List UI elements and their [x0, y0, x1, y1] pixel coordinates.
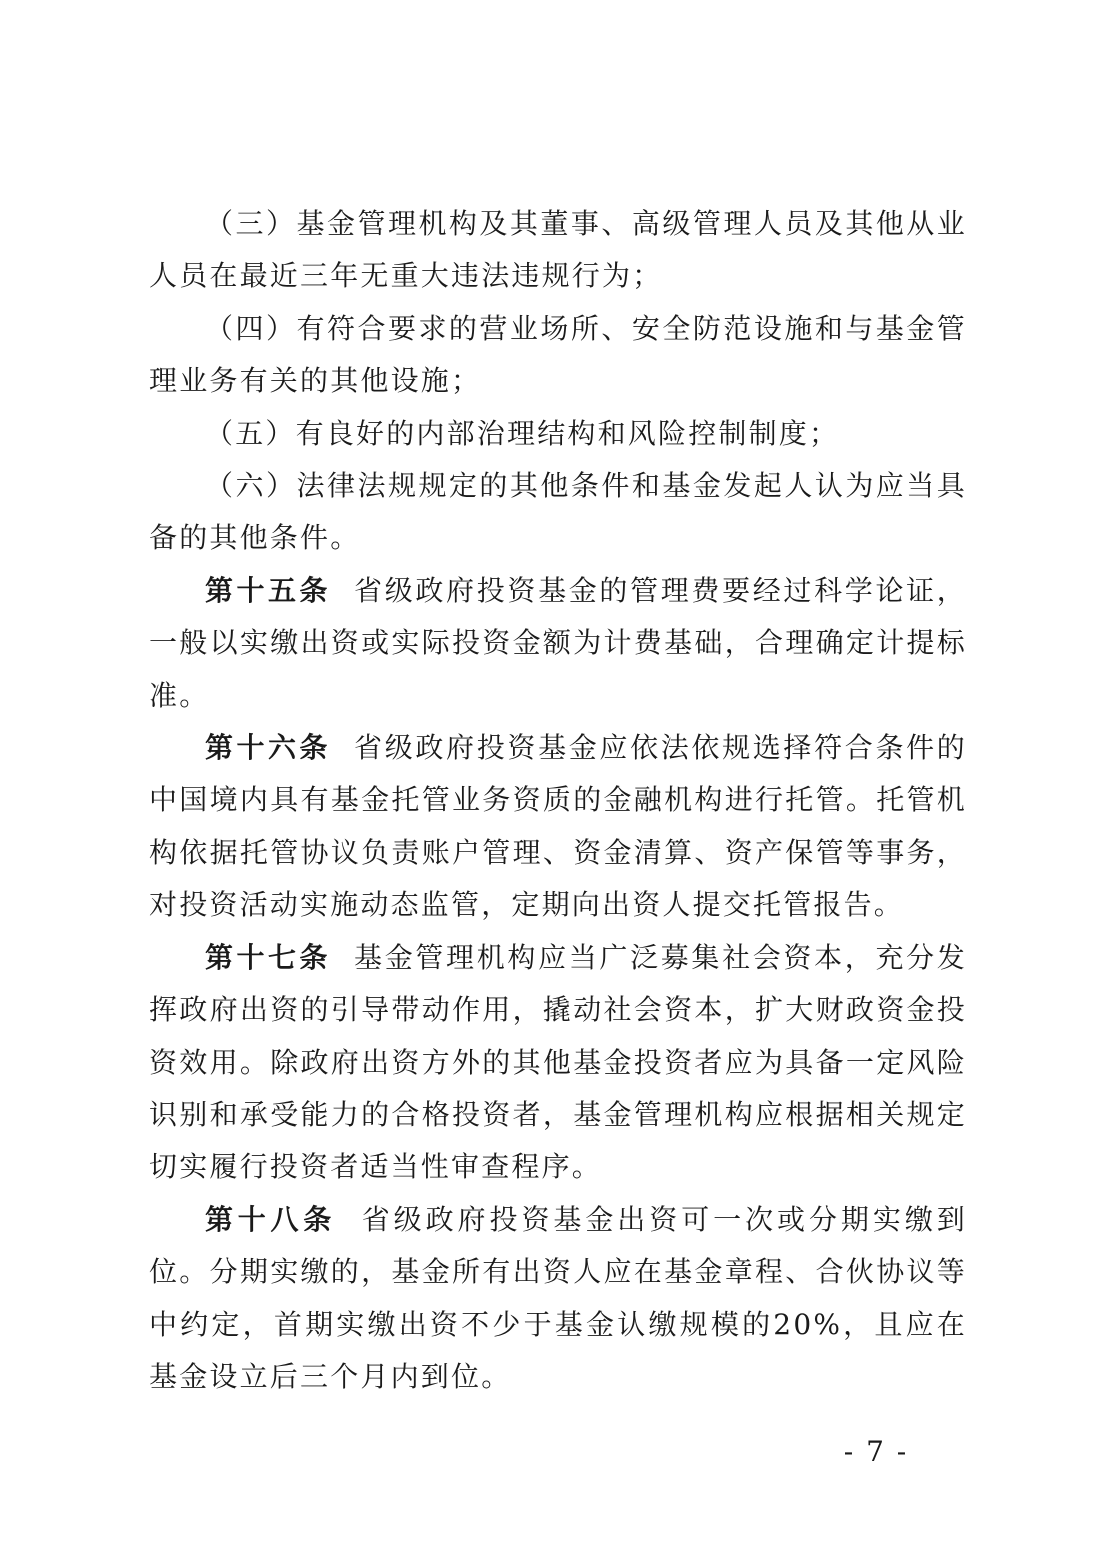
paragraph-item-6 — [149, 460, 967, 565]
paragraph-text: （六）法律法规规定的其他条件和基金发起人认为应当具备的其他条件。 — [149, 469, 967, 555]
article-label: 第十八条 — [205, 1202, 336, 1236]
article-text: 基金管理机构应当广泛募集社会资本，充分发挥政府出资的引导带动作用，撬动社会资本，扩大财政资金投资效用。除政府出资方外的其他基金投资者应为具备一定风险识别和承受能力的合格投资者，基金管理机构应根据相关规定切实履行投资者适当性审查程序。 — [149, 940, 967, 1184]
article-text: 省级政府投资基金的管理费要经过科学论证，一般以实缴出资或实际投资金额为计费基础，合理确定计提标准。 — [149, 573, 967, 712]
paragraph-item-4 — [149, 303, 967, 408]
page-number: - 7 - — [843, 1435, 909, 1468]
article-15 — [149, 565, 967, 722]
paragraph-text: （三）基金管理机构及其董事、高级管理人员及其他从业人员在最近三年无重大违法违规行为； — [149, 207, 967, 293]
paragraph-item-5 — [149, 408, 967, 460]
paragraph-item-3 — [149, 198, 967, 303]
article-label: 第十五条 — [205, 573, 331, 607]
paragraph-text: （五）有良好的内部治理结构和风险控制制度； — [205, 416, 840, 450]
article-17 — [149, 932, 967, 1194]
document-body — [149, 198, 967, 1403]
article-text: 省级政府投资基金应依法依规选择符合条件的中国境内具有基金托管业务资质的金融机构进行托管。托管机构依据托管协议负责账户管理、资金清算、资产保管等事务，对投资活动实施动态监管，定期向出资人提交托管报告。 — [149, 731, 967, 922]
article-label: 第十七条 — [205, 940, 331, 974]
paragraph-text: （四）有符合要求的营业场所、安全防范设施和与基金管理业务有关的其他设施； — [149, 311, 967, 398]
article-16 — [149, 722, 967, 932]
article-text: 省级政府投资基金出资可一次或分期实缴到位。分期实缴的，基金所有出资人应在基金章程、合伙协议等中约定，首期实缴出资不少于基金认缴规模的20%，且应在基金设立后三个月内到位。 — [149, 1202, 967, 1393]
article-label: 第十六条 — [205, 731, 331, 765]
article-18 — [149, 1194, 967, 1404]
